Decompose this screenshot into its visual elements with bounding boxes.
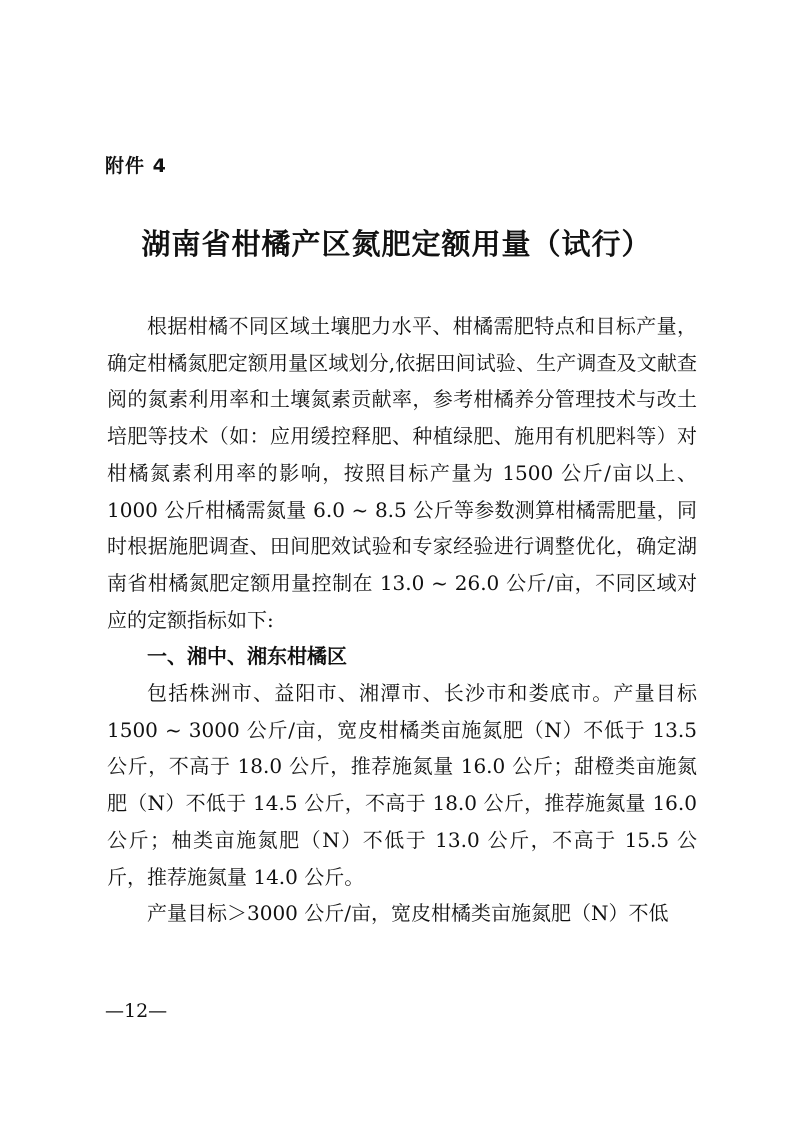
document-title: 湖南省柑橘产区氮肥定额用量（试行） [141,227,652,261]
document-body [107,308,697,932]
intro-paragraph: 根据柑橘不同区域土壤肥力水平、柑橘需肥特点和目标产量，确定柑橘氮肥定额用量区域划分,依据田间试验、生产调查及文献查阅的氮素利用率和土壤氮素贡献率，参考柑橘养分管理技术与改土培肥等技术（如：应用缓控释肥、种植绿肥、施用有机肥料等）对柑橘氮素利用率的影响，按照目标产量为 1500 公斤/亩以上、1000 公斤柑橘需氮量 6.0 ~ 8.5 公斤等参数测算柑橘需肥量，同时根据施肥调查、田间肥效试验和专家经验进行调整优化，确定湖南省柑橘氮肥定额用量控制在 13.0 ~ 26.0 公斤/亩，不同区域对应的定额指标如下: [107,314,697,632]
section-paragraph: 产量目标＞3000 公斤/亩，宽皮柑橘类亩施氮肥（N）不低 [147,901,669,926]
section-paragraph: 包括株洲市、益阳市、湘潭市、长沙市和娄底市。产量目标1500 ~ 3000 公斤/亩，宽皮柑橘类亩施氮肥（N）不低于 13.5 公斤，不高于 18.0 公斤，推荐施氮量 16.0 公斤；甜橙类亩施氮肥（N）不低于 14.5 公斤，不高于 18.0 公斤，推荐施氮量 16.0 公斤；柚类亩施氮肥（N）不低于 13.0 公斤，不高于 15.5 公斤，推荐施氮量 14.0 公斤。 [107,681,697,889]
attachment-label: 附件 4 [105,155,167,177]
section-heading: 一、湘中、湘东柑橘区 [147,644,347,669]
page-number: —12— [105,1000,168,1022]
